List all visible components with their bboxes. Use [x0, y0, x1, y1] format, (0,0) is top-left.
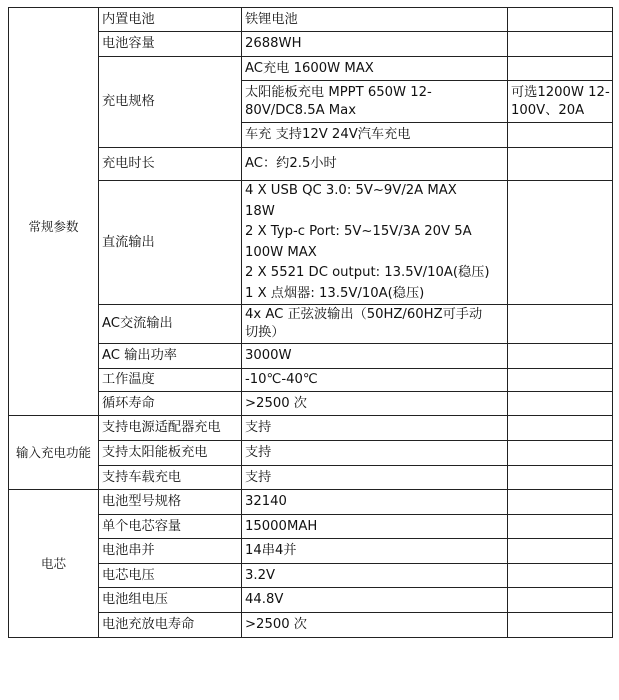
- param-note: [508, 181, 613, 305]
- param-value: [242, 81, 508, 123]
- param-value: 3.2V: [242, 564, 508, 588]
- param-name: 电池型号规格: [99, 490, 242, 515]
- param-note: [508, 515, 613, 539]
- value-line: 2 X 5521 DC output: 13.5V/10A(稳压): [245, 265, 490, 280]
- param-note: [508, 392, 613, 416]
- param-name: 电池容量: [99, 32, 242, 57]
- table-row: [9, 564, 613, 588]
- table-row: [9, 392, 613, 416]
- param-note: [508, 148, 613, 181]
- param-value: 支持: [242, 441, 508, 466]
- param-value: 3000W: [242, 344, 508, 369]
- value-line: 100W MAX: [245, 244, 317, 260]
- param-value: 铁锂电池: [242, 8, 508, 32]
- table-row: [9, 369, 613, 392]
- value-line: 2 X Typ-c Port: 5V~15V/3A 20V 5A: [245, 224, 472, 239]
- value-line: 切换）: [245, 325, 285, 340]
- param-note: [508, 416, 613, 441]
- param-note: [508, 490, 613, 515]
- table-row: [9, 148, 613, 181]
- param-note: [508, 305, 613, 344]
- param-note: [508, 466, 613, 490]
- param-note: [508, 613, 613, 638]
- param-value: 车充 支持12V 24V汽车充电: [242, 123, 508, 148]
- group-label: 电芯: [9, 490, 99, 638]
- param-name: 支持车载充电: [99, 466, 242, 490]
- table-row: [9, 441, 613, 466]
- table-row: [9, 539, 613, 564]
- param-note: [508, 441, 613, 466]
- table-row: [9, 32, 613, 57]
- value-line: 1 X 点烟器: 13.5V/10A(稳压): [245, 285, 425, 301]
- param-value: 32140: [242, 490, 508, 515]
- param-value: 14串4并: [242, 539, 508, 564]
- param-value: 44.8V: [242, 588, 508, 613]
- param-value: 2688WH: [242, 32, 508, 57]
- param-value: 15000MAH: [242, 515, 508, 539]
- value-line: 4 X USB QC 3.0: 5V~9V/2A MAX: [245, 183, 457, 198]
- param-value: AC充电 1600W MAX: [242, 57, 508, 81]
- spec-table: [8, 7, 613, 638]
- param-value: >2500 次: [242, 392, 508, 416]
- param-name: AC交流输出: [99, 305, 242, 344]
- note-line: 可选1200W 12-: [511, 84, 610, 100]
- param-name: 单个电芯容量: [99, 515, 242, 539]
- param-value: >2500 次: [242, 613, 508, 638]
- value-line: 80V/DC8.5A Max: [245, 102, 357, 118]
- param-note: [508, 344, 613, 369]
- param-note: [508, 57, 613, 81]
- param-note: [508, 81, 613, 123]
- param-name: 支持电源适配器充电: [99, 416, 242, 441]
- param-name: 充电规格: [99, 57, 242, 148]
- group-label: 输入充电功能: [9, 416, 99, 490]
- param-value: [242, 181, 508, 305]
- param-name: 电池组电压: [99, 588, 242, 613]
- value-line: 太阳能板充电 MPPT 650W 12-: [245, 84, 432, 100]
- note-line: 100V、20A: [511, 102, 585, 118]
- table-row: [9, 57, 613, 81]
- param-name: 支持太阳能板充电: [99, 441, 242, 466]
- table-row: [9, 8, 613, 32]
- param-value: -10℃-40℃: [242, 369, 508, 392]
- table-row: [9, 344, 613, 369]
- param-note: [508, 123, 613, 148]
- param-value: 支持: [242, 416, 508, 441]
- param-note: [508, 564, 613, 588]
- param-note: [508, 8, 613, 32]
- param-name: AC 输出功率: [99, 344, 242, 369]
- param-name: 电池串并: [99, 539, 242, 564]
- param-note: [508, 32, 613, 57]
- param-name: 直流输出: [99, 181, 242, 305]
- table-row: [9, 515, 613, 539]
- table-row: [9, 305, 613, 344]
- param-name: 电池充放电寿命: [99, 613, 242, 638]
- table-row: [9, 181, 613, 305]
- table-row: [9, 466, 613, 490]
- param-note: [508, 588, 613, 613]
- param-value: 支持: [242, 466, 508, 490]
- param-name: 电芯电压: [99, 564, 242, 588]
- table-row: [9, 613, 613, 638]
- group-label: 常规参数: [9, 8, 99, 416]
- param-name: 循环寿命: [99, 392, 242, 416]
- param-note: [508, 369, 613, 392]
- table-row: [9, 490, 613, 515]
- param-value: [242, 305, 508, 344]
- param-name: 工作温度: [99, 369, 242, 392]
- value-line: 18W: [245, 203, 275, 219]
- param-note: [508, 539, 613, 564]
- table-row: [9, 588, 613, 613]
- param-name: 充电时长: [99, 148, 242, 181]
- param-name: 内置电池: [99, 8, 242, 32]
- param-value: AC：约2.5小时: [242, 148, 508, 181]
- table-row: [9, 416, 613, 441]
- value-line: 4x AC 正弦波输出（50HZ/60HZ可手动: [245, 307, 483, 322]
